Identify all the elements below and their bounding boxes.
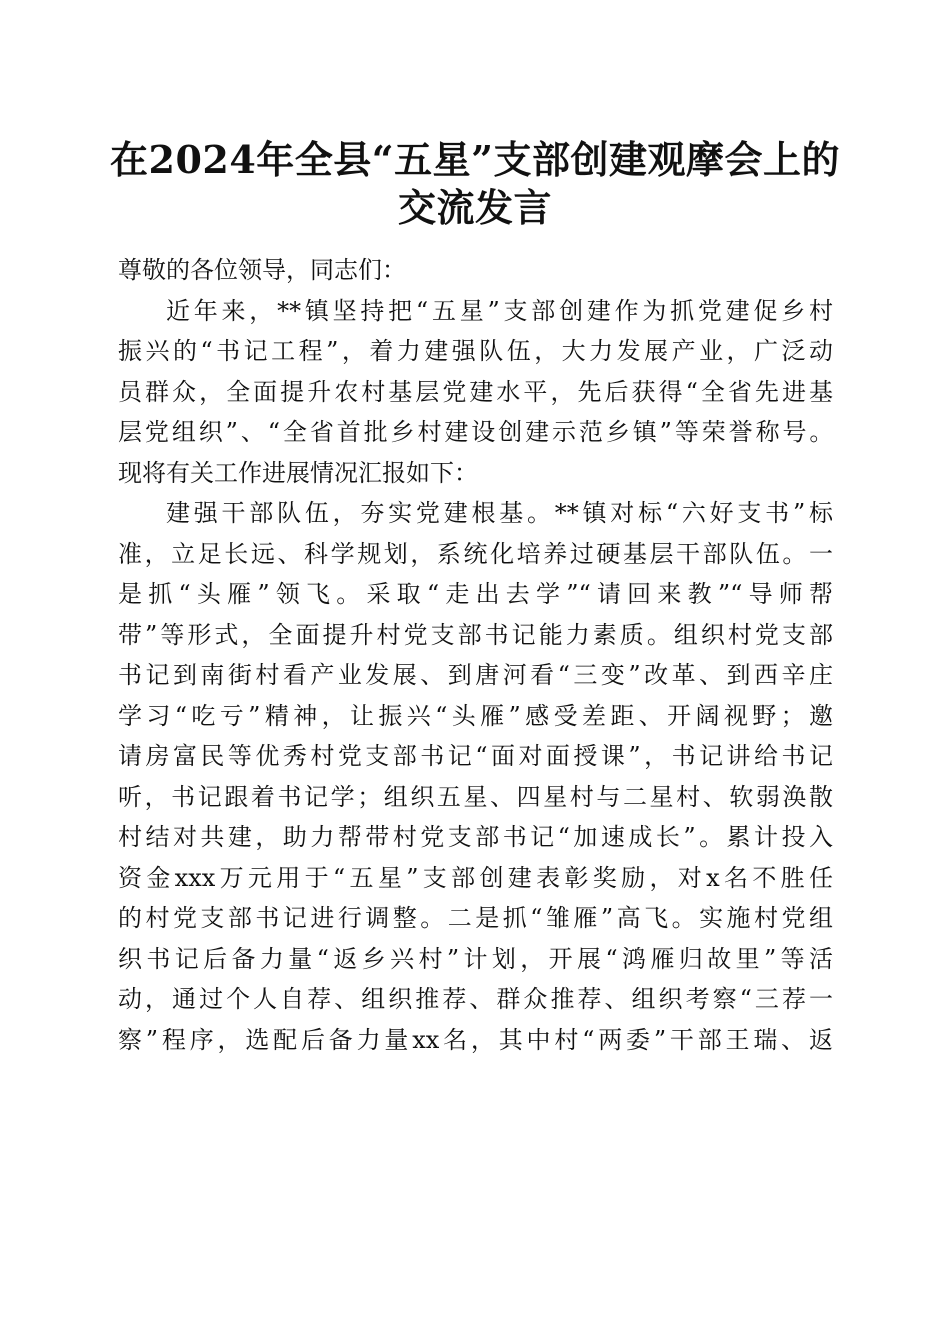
paragraph-line: 察”程序，选配后备力量xx名，其中村“两委”干部王瑞、返 [118,1025,833,1054]
paragraph-line: 振兴的“书记工程”，着力建强队伍，大力发展产业，广泛动 [118,337,833,365]
paragraph-line: 村结对共建，助力帮带村党支部书记“加速成长”。累计投入 [118,823,833,851]
paragraph-line: 现将有关工作进展情况汇报如下： [118,458,478,487]
title-line-1: 在2024年全县“五星”支部创建观摩会上的 [110,137,840,182]
salutation: 尊敬的各位领导，同志们： [118,256,406,284]
paragraph-line: 建强干部队伍，夯实党建根基。**镇对标“六好支书”标 [166,499,833,527]
paragraph-line: 近年来，**镇坚持把“五星”支部创建作为抓党建促乡村 [166,296,833,325]
document-body [118,250,833,1060]
paragraph-line: 层党组织”、“全省首批乡村建设创建示范乡镇”等荣誉称号。 [118,418,833,446]
title-line-2: 交流发言 [397,185,552,230]
paragraph-line: 书记到南街村看产业发展、到唐河看“三变”改革、到西辛庄 [118,661,833,689]
paragraph-line: 学习“吃亏”精神，让振兴“头雁”感受差距、开阔视野；邀 [118,701,833,730]
paragraph-line: 听，书记跟着书记学；组织五星、四星村与二星村、软弱涣散 [118,782,833,811]
document-title [60,136,890,232]
paragraph-line: 准，立足长远、科学规划，系统化培养过硬基层干部队伍。一 [118,539,833,568]
paragraph-line: 织书记后备力量“返乡兴村”计划，开展“鸿雁归故里”等活 [118,944,833,973]
paragraph-2 [118,493,833,1060]
paragraph-line: 动，通过个人自荐、组织推荐、群众推荐、组织考察“三荐一 [118,985,833,1013]
paragraph-line: 请房富民等优秀村党支部书记“面对面授课”，书记讲给书记 [118,742,833,770]
paragraph-line: 资金xxx万元用于“五星”支部创建表彰奖励，对x名不胜任 [118,863,833,892]
paragraph-line: 员群众，全面提升农村基层党建水平，先后获得“全省先进基 [118,377,833,406]
paragraph-line: 是抓“头雁”领飞。采取“走出去学”“请回来教”“导师帮 [118,580,833,608]
paragraph-1 [118,291,833,494]
paragraph-line: 带”等形式，全面提升村党支部书记能力素质。组织村党支部 [118,620,833,649]
paragraph-line: 的村党支部书记进行调整。二是抓“雏雁”高飞。实施村党组 [118,904,833,932]
